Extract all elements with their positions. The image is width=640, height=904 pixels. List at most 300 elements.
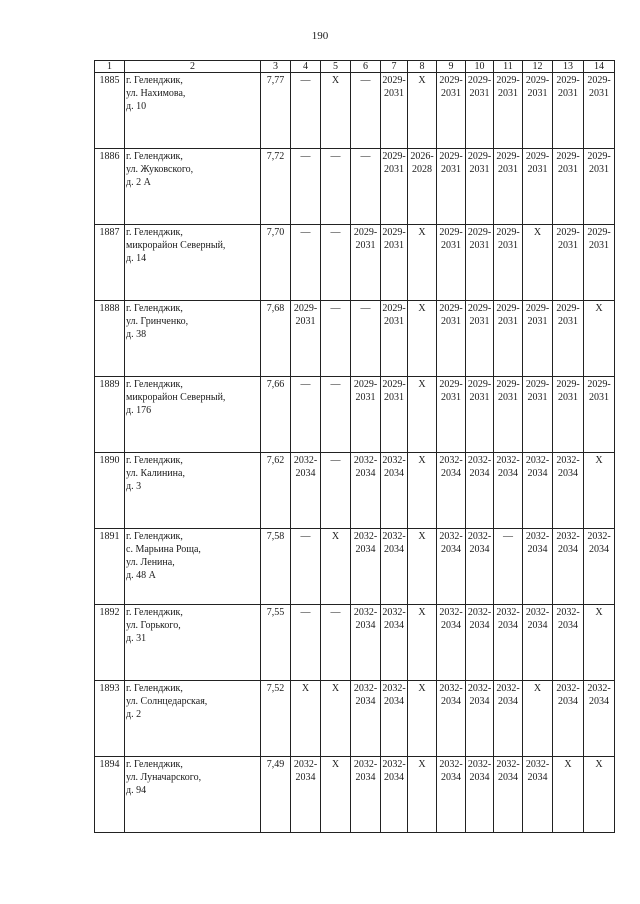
period-end: 2034: [384, 696, 404, 707]
period-cell-col-6: [351, 605, 381, 681]
address-line: ул. Солнцедарская,: [126, 696, 208, 707]
period-end: 2031: [558, 88, 578, 99]
period-cell-col-8: X: [408, 605, 437, 681]
period-cell-col-13: [553, 605, 584, 681]
row-number: 1889: [95, 377, 125, 453]
period-end: 2031: [384, 240, 404, 251]
period-cell-col-4: [291, 301, 321, 377]
address-line: ул. Нахимова,: [126, 88, 186, 99]
period-cell-col-8: X: [408, 377, 437, 453]
period-start: 2032-: [525, 455, 550, 466]
period-start: 2029-: [556, 303, 580, 314]
period-end: 2034: [355, 468, 376, 479]
period-end: 2031: [441, 316, 461, 327]
period-end: 2034: [498, 772, 518, 783]
period-cell-col-10: [466, 681, 494, 757]
period-start: 2029-: [353, 379, 378, 390]
period-start: 2032-: [439, 759, 463, 770]
period-end: 2028: [412, 164, 432, 175]
period-cell-col-9: [437, 73, 466, 149]
period-cell-col-4: —: [291, 225, 321, 301]
period-end: 2031: [558, 316, 578, 327]
address-cell: [125, 377, 261, 453]
address-line: с. Марьина Роща,: [126, 544, 201, 555]
period-cell-col-13: [553, 529, 584, 605]
table-row: [95, 73, 615, 149]
period-end: 2034: [441, 468, 461, 479]
value-cell: 7,72: [261, 149, 291, 225]
period-cell-col-13: [553, 301, 584, 377]
period-end: 2034: [355, 696, 376, 707]
period-start: 2032-: [496, 607, 520, 618]
period-cell-col-14: [584, 149, 615, 225]
column-header-4: 4: [291, 61, 321, 73]
period-cell-col-6: [351, 681, 381, 757]
period-cell-col-14: X: [584, 301, 615, 377]
table-row: [95, 377, 615, 453]
period-cell-col-10: [466, 149, 494, 225]
period-end: 2031: [469, 316, 490, 327]
address-cell: [125, 529, 261, 605]
period-cell-col-8: X: [408, 453, 437, 529]
column-header-5: 5: [321, 61, 351, 73]
period-start: 2032-: [467, 531, 492, 542]
period-cell-col-8: X: [408, 757, 437, 833]
row-number: 1893: [95, 681, 125, 757]
period-end: 2034: [498, 620, 518, 631]
period-cell-col-5: X: [321, 73, 351, 149]
period-start: 2032-: [587, 531, 611, 542]
period-end: 2034: [295, 468, 316, 479]
period-cell-col-8: [408, 149, 437, 225]
period-end: 2034: [469, 468, 490, 479]
table-row: [95, 301, 615, 377]
address-cell: [125, 225, 261, 301]
address-line: д. 10: [126, 101, 147, 112]
period-end: 2031: [384, 316, 404, 327]
period-cell-col-13: [553, 73, 584, 149]
page-number: 190: [311, 30, 329, 42]
period-end: 2031: [527, 88, 548, 99]
period-start: 2029-: [556, 379, 580, 390]
period-end: 2031: [469, 164, 490, 175]
period-start: 2029-: [496, 227, 520, 238]
column-header-1: 1: [95, 61, 125, 73]
column-header-13: 13: [553, 61, 584, 73]
period-cell-col-5: X: [321, 529, 351, 605]
period-start: 2032-: [293, 455, 318, 466]
period-cell-col-9: [437, 529, 466, 605]
period-cell-col-12: [523, 301, 553, 377]
period-start: 2029-: [587, 227, 611, 238]
period-cell-col-8: X: [408, 529, 437, 605]
period-start: 2032-: [467, 759, 492, 770]
period-end: 2034: [441, 696, 461, 707]
period-end: 2031: [355, 392, 376, 403]
period-cell-col-5: —: [321, 149, 351, 225]
period-cell-col-4: [291, 453, 321, 529]
period-end: 2034: [558, 544, 578, 555]
table-row: [95, 453, 615, 529]
period-cell-col-7: [381, 681, 408, 757]
period-cell-col-6: —: [351, 301, 381, 377]
period-end: 2031: [527, 392, 548, 403]
period-end: 2031: [469, 392, 490, 403]
period-cell-col-8: X: [408, 73, 437, 149]
address-cell: [125, 681, 261, 757]
period-start: 2029-: [467, 379, 492, 390]
period-cell-col-9: [437, 149, 466, 225]
period-cell-col-11: [494, 757, 523, 833]
period-start: 2032-: [382, 531, 406, 542]
period-end: 2031: [498, 164, 518, 175]
period-cell-col-5: X: [321, 757, 351, 833]
period-start: 2032-: [587, 683, 611, 694]
period-cell-col-6: —: [351, 149, 381, 225]
period-cell-col-5: —: [321, 301, 351, 377]
period-end: 2034: [498, 468, 518, 479]
period-cell-col-8: X: [408, 225, 437, 301]
row-number: 1892: [95, 605, 125, 681]
period-end: 2034: [384, 544, 404, 555]
period-start: 2032-: [556, 683, 580, 694]
period-cell-col-10: [466, 529, 494, 605]
period-start: 2029-: [496, 151, 520, 162]
period-start: 2032-: [353, 759, 378, 770]
period-end: 2034: [469, 544, 490, 555]
period-cell-col-5: —: [321, 605, 351, 681]
value-cell: 7,77: [261, 73, 291, 149]
address-line: ул. Горького,: [126, 620, 181, 631]
column-header-9: 9: [437, 61, 466, 73]
period-end: 2031: [498, 316, 518, 327]
address-line: д. 31: [126, 633, 147, 644]
address-line: г. Геленджик,: [126, 75, 183, 86]
column-header-2: 2: [125, 61, 261, 73]
period-cell-col-10: [466, 377, 494, 453]
period-end: 2031: [558, 240, 578, 251]
table-row: [95, 605, 615, 681]
period-end: 2034: [558, 696, 578, 707]
period-end: 2034: [469, 696, 490, 707]
period-end: 2034: [355, 544, 376, 555]
period-cell-col-5: X: [321, 681, 351, 757]
period-start: 2029-: [467, 151, 492, 162]
period-end: 2034: [469, 772, 490, 783]
value-cell: 7,62: [261, 453, 291, 529]
period-cell-col-9: [437, 605, 466, 681]
address-line: г. Геленджик,: [126, 151, 183, 162]
period-start: 2029-: [382, 227, 406, 238]
period-start: 2032-: [382, 455, 406, 466]
column-header-10: 10: [466, 61, 494, 73]
period-start: 2029-: [382, 75, 406, 86]
address-cell: [125, 453, 261, 529]
period-end: 2031: [498, 88, 518, 99]
period-start: 2032-: [353, 683, 378, 694]
period-start: 2029-: [439, 379, 463, 390]
period-cell-col-10: [466, 301, 494, 377]
period-cell-col-12: X: [523, 225, 553, 301]
period-cell-col-10: [466, 73, 494, 149]
period-start: 2032-: [439, 455, 463, 466]
period-end: 2034: [384, 772, 404, 783]
address-cell: [125, 149, 261, 225]
period-end: 2031: [589, 392, 609, 403]
address-cell: [125, 73, 261, 149]
period-start: 2029-: [525, 151, 550, 162]
period-end: 2034: [527, 620, 548, 631]
period-cell-col-14: [584, 529, 615, 605]
column-header-8: 8: [408, 61, 437, 73]
period-cell-col-14: [584, 681, 615, 757]
period-cell-col-4: X: [291, 681, 321, 757]
row-number: 1890: [95, 453, 125, 529]
period-cell-col-9: [437, 225, 466, 301]
period-cell-col-7: [381, 605, 408, 681]
period-start: 2029-: [439, 75, 463, 86]
period-end: 2034: [384, 468, 404, 479]
row-number: 1887: [95, 225, 125, 301]
period-start: 2029-: [382, 379, 406, 390]
period-start: 2029-: [353, 227, 378, 238]
table-row: [95, 225, 615, 301]
period-cell-col-6: [351, 453, 381, 529]
period-end: 2031: [527, 316, 548, 327]
period-start: 2029-: [467, 303, 492, 314]
period-end: 2034: [527, 772, 548, 783]
address-line: микрорайон Северный,: [126, 240, 226, 251]
period-end: 2034: [527, 468, 548, 479]
period-cell-col-6: [351, 757, 381, 833]
period-start: 2029-: [587, 151, 611, 162]
period-start: 2032-: [556, 607, 580, 618]
period-start: 2029-: [467, 75, 492, 86]
period-end: 2031: [498, 392, 518, 403]
period-cell-col-6: —: [351, 73, 381, 149]
address-line: д. 2 А: [126, 177, 151, 188]
column-header-3: 3: [261, 61, 291, 73]
period-cell-col-14: [584, 73, 615, 149]
table-row: [95, 149, 615, 225]
period-end: 2034: [589, 544, 609, 555]
period-cell-col-10: [466, 453, 494, 529]
address-line: ул. Калинина,: [126, 468, 185, 479]
address-line: г. Геленджик,: [126, 303, 183, 314]
period-cell-col-12: [523, 377, 553, 453]
period-start: 2029-: [382, 303, 406, 314]
period-cell-col-11: [494, 681, 523, 757]
period-start: 2032-: [467, 683, 492, 694]
period-end: 2031: [441, 88, 461, 99]
period-cell-col-7: [381, 301, 408, 377]
period-end: 2031: [441, 164, 461, 175]
period-cell-col-11: [494, 73, 523, 149]
period-start: 2032-: [525, 759, 550, 770]
period-end: 2034: [558, 468, 578, 479]
period-end: 2031: [441, 240, 461, 251]
address-cell: [125, 605, 261, 681]
period-start: 2032-: [382, 683, 406, 694]
address-line: г. Геленджик,: [126, 227, 183, 238]
period-start: 2032-: [439, 683, 463, 694]
period-end: 2031: [589, 164, 609, 175]
period-cell-col-4: [291, 757, 321, 833]
period-start: 2029-: [439, 303, 463, 314]
value-cell: 7,58: [261, 529, 291, 605]
period-start: 2029-: [382, 151, 406, 162]
period-cell-col-12: [523, 453, 553, 529]
table-row: [95, 757, 615, 833]
value-cell: 7,49: [261, 757, 291, 833]
period-end: 2031: [558, 392, 578, 403]
address-line: г. Геленджик,: [126, 455, 183, 466]
period-start: 2029-: [293, 303, 318, 314]
address-cell: [125, 757, 261, 833]
period-end: 2034: [441, 772, 461, 783]
period-start: 2032-: [556, 455, 580, 466]
period-start: 2029-: [556, 227, 580, 238]
period-cell-col-4: —: [291, 73, 321, 149]
period-end: 2034: [589, 696, 609, 707]
period-end: 2031: [498, 240, 518, 251]
table-body: [95, 73, 615, 833]
period-cell-col-4: —: [291, 605, 321, 681]
period-start: 2026-: [410, 151, 434, 162]
period-cell-col-9: [437, 681, 466, 757]
address-line: д. 176: [126, 405, 152, 416]
period-cell-col-5: —: [321, 377, 351, 453]
period-cell-col-13: [553, 377, 584, 453]
period-cell-col-10: [466, 757, 494, 833]
period-start: 2032-: [439, 607, 463, 618]
period-start: 2029-: [587, 379, 611, 390]
period-end: 2031: [355, 240, 376, 251]
period-cell-col-7: [381, 225, 408, 301]
period-end: 2034: [469, 620, 490, 631]
period-start: 2032-: [496, 455, 520, 466]
period-start: 2029-: [525, 75, 550, 86]
value-cell: 7,55: [261, 605, 291, 681]
schedule-table: [94, 60, 615, 833]
period-start: 2032-: [382, 607, 406, 618]
period-end: 2031: [589, 240, 609, 251]
period-end: 2034: [355, 620, 376, 631]
column-number-row: [95, 61, 615, 73]
period-end: 2034: [527, 544, 548, 555]
address-line: г. Геленджик,: [126, 607, 183, 618]
address-line: д. 48 А: [126, 570, 156, 581]
period-cell-col-13: [553, 225, 584, 301]
address-line: д. 14: [126, 253, 147, 264]
period-cell-col-6: [351, 529, 381, 605]
period-start: 2032-: [496, 683, 520, 694]
row-number: 1888: [95, 301, 125, 377]
row-number: 1891: [95, 529, 125, 605]
period-cell-col-9: [437, 301, 466, 377]
address-line: г. Геленджик,: [126, 379, 183, 390]
period-start: 2029-: [525, 303, 550, 314]
period-cell-col-14: [584, 225, 615, 301]
period-start: 2032-: [467, 455, 492, 466]
period-cell-col-11: [494, 225, 523, 301]
period-end: 2034: [355, 772, 376, 783]
period-cell-col-4: —: [291, 529, 321, 605]
value-cell: 7,66: [261, 377, 291, 453]
period-cell-col-4: —: [291, 377, 321, 453]
period-cell-col-7: [381, 377, 408, 453]
period-start: 2032-: [353, 607, 378, 618]
period-cell-col-8: X: [408, 301, 437, 377]
address-line: д. 3: [126, 481, 142, 492]
period-cell-col-12: [523, 149, 553, 225]
column-header-11: 11: [494, 61, 523, 73]
period-start: 2032-: [293, 759, 318, 770]
period-cell-col-12: [523, 529, 553, 605]
period-end: 2034: [441, 620, 461, 631]
row-number: 1885: [95, 73, 125, 149]
period-start: 2029-: [525, 379, 550, 390]
period-cell-col-7: [381, 453, 408, 529]
period-cell-col-13: [553, 149, 584, 225]
period-cell-col-8: X: [408, 681, 437, 757]
period-end: 2031: [384, 88, 404, 99]
period-end: 2031: [295, 316, 316, 327]
period-cell-col-13: X: [553, 757, 584, 833]
address-line: микрорайон Северный,: [126, 392, 226, 403]
period-end: 2034: [295, 772, 316, 783]
address-line: г. Геленджик,: [126, 759, 183, 770]
period-start: 2029-: [439, 151, 463, 162]
column-header-12: 12: [523, 61, 553, 73]
period-cell-col-7: [381, 149, 408, 225]
period-cell-col-11: [494, 605, 523, 681]
period-end: 2031: [589, 88, 609, 99]
address-line: г. Геленджик,: [126, 531, 183, 542]
period-start: 2032-: [556, 531, 580, 542]
period-cell-col-14: X: [584, 605, 615, 681]
address-line: ул. Жуковского,: [126, 164, 194, 175]
period-end: 2034: [384, 620, 404, 631]
address-line: д. 94: [126, 785, 147, 796]
period-end: 2031: [527, 164, 548, 175]
period-cell-col-7: [381, 73, 408, 149]
period-start: 2029-: [587, 75, 611, 86]
table-row: [95, 529, 615, 605]
column-header-14: 14: [584, 61, 615, 73]
period-start: 2032-: [525, 531, 550, 542]
address-line: ул. Луначарского,: [126, 772, 202, 783]
period-start: 2029-: [496, 303, 520, 314]
period-cell-col-12: [523, 757, 553, 833]
period-cell-col-4: —: [291, 149, 321, 225]
period-cell-col-11: [494, 453, 523, 529]
row-number: 1894: [95, 757, 125, 833]
period-cell-col-9: [437, 453, 466, 529]
row-number: 1886: [95, 149, 125, 225]
period-cell-col-9: [437, 757, 466, 833]
period-cell-col-5: —: [321, 225, 351, 301]
period-cell-col-11: [494, 301, 523, 377]
period-end: 2031: [384, 164, 404, 175]
period-cell-col-7: [381, 757, 408, 833]
period-start: 2029-: [439, 227, 463, 238]
value-cell: 7,70: [261, 225, 291, 301]
period-end: 2031: [469, 88, 490, 99]
period-start: 2032-: [353, 531, 378, 542]
period-start: 2032-: [439, 531, 463, 542]
period-end: 2031: [469, 240, 490, 251]
